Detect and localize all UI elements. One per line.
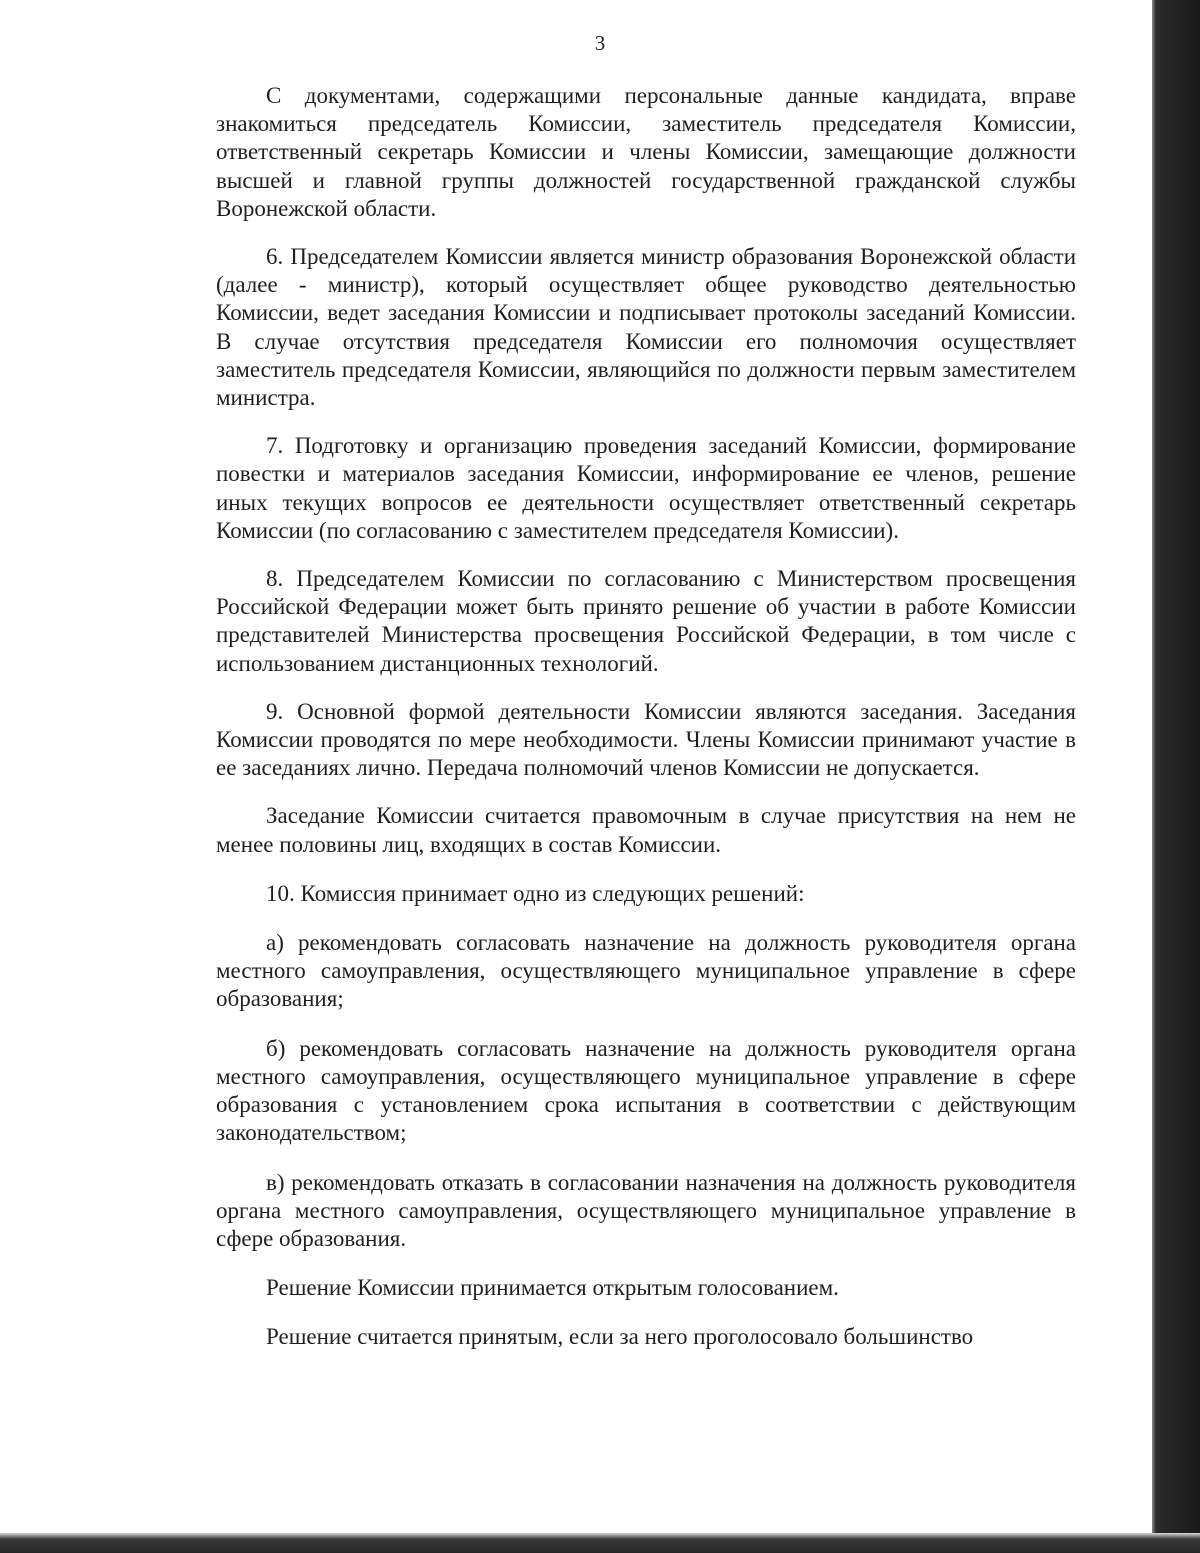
paragraph-10-decisions: 10. Комиссия принимает одно из следующих решений:	[266, 880, 805, 906]
scan-left-margin	[0, 0, 34, 1553]
paragraph-8-ministry-participation: 8. Председателем Комиссии по согласованию с Министерством просвещения Российской Федерации может быть принято решение об участии в работе Комиссии представителей Министерства просвещения Российской Федерации, в том числе с использованием дистанционных технологий.	[216, 566, 1076, 676]
document-body	[216, 82, 1076, 1352]
paragraph-9-meetings: 9. Основной формой деятельности Комиссии являются заседания. Заседания Комиссии проводятся по мере необходимости. Члены Комиссии принимают участие в ее заседаниях лично. Передача полномочий членов Комиссии не допускается.	[216, 698, 1076, 781]
paragraph-decision-c: в) рекомендовать отказать в согласовании назначения на должность руководителя органа местного самоуправления, осуществляющего муниципальное управление в сфере образования.	[216, 1169, 1076, 1251]
paragraph-quorum: Заседание Комиссии считается правомочным в случае присутствия на нем не менее половины лиц, входящих в состав Комиссии.	[216, 803, 1076, 857]
paragraph-decision-a: а) рекомендовать согласовать назначение на должность руководителя органа местного самоуправления, осуществляющего муниципальное управление в сфере образования;	[216, 930, 1076, 1012]
paragraph-personal-data-access: С документами, содержащими персональные данные кандидата, вправе знакомиться председатель Комиссии, заместитель председателя Комиссии, ответственный секретарь Комиссии и члены Комиссии, замещающие должности высшей и главной группы должностей государственной гражданской службы Воронежской области.	[216, 83, 1076, 221]
paragraph-7-secretary: 7. Подготовку и организацию проведения заседаний Комиссии, формирование повестки и материалов заседания Комиссии, информирование ее членов, решение иных текущих вопросов ее деятельности осуществляет ответственный секретарь Комиссии (по согласованию с заместителем председателя Комиссии).	[216, 433, 1076, 543]
paragraph-decision-b: б) рекомендовать согласовать назначение на должность руководителя органа местного самоуправления, осуществляющего муниципальное управление в сфере образования с установлением срока испытания в соответствии с действующим законодательством;	[216, 1035, 1076, 1146]
paragraph-open-vote: Решение Комиссии принимается открытым голосованием.	[266, 1275, 839, 1301]
paragraph-6-chairman: 6. Председателем Комиссии является министр образования Воронежской области (далее - министр), который осуществляет общее руководство деятельностью Комиссии, ведет заседания Комиссии и подписывает протоколы заседаний Комиссии. В случае отсутствия председателя Комиссии его полномочия осуществляет заместитель председателя Комиссии, являющийся по должности первым заместителем министра.	[216, 244, 1076, 411]
scan-right-edge	[1152, 0, 1200, 1553]
scan-bottom-edge	[0, 1533, 1200, 1553]
page-number: 3	[594, 31, 606, 55]
paragraph-majority: Решение считается принятым, если за него проголосовало большинство	[266, 1324, 974, 1350]
